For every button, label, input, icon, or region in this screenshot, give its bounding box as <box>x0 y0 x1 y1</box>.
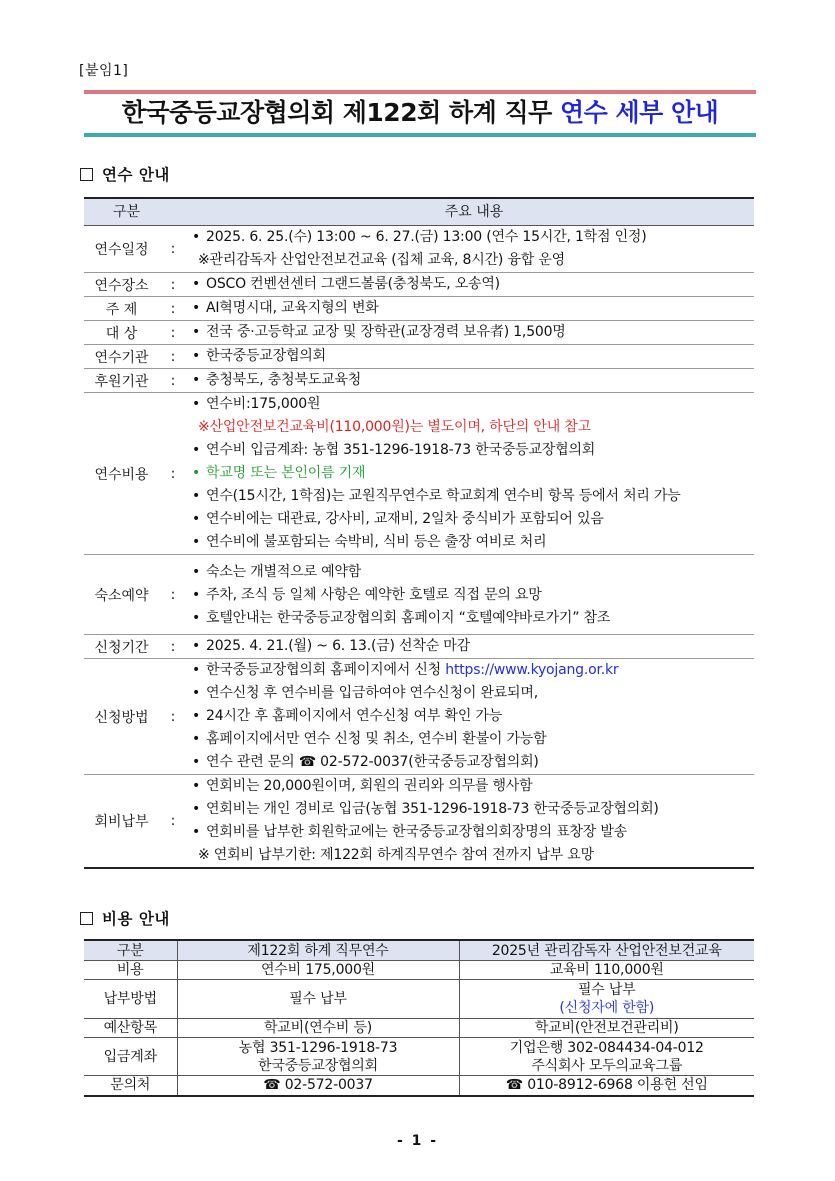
bullet-icon: • <box>192 708 201 724</box>
line-text: 연회비는 개인 경비로 입금(농협 351-1296-1918-73 한국중등교장협의회) <box>206 801 659 817</box>
content-line <box>192 439 754 462</box>
header-content: 주요 내용 <box>444 204 504 220</box>
row-content <box>192 321 754 344</box>
row-colon: : <box>170 300 176 317</box>
bullet-icon: • <box>192 754 201 770</box>
row-content <box>192 226 754 272</box>
content-line <box>192 607 754 630</box>
bullet-icon: • <box>192 564 201 580</box>
bullet-icon: • <box>192 610 201 626</box>
cell-value: 학교비(연수비 등) <box>177 1019 459 1038</box>
content-line <box>192 369 754 392</box>
content-line <box>192 508 754 531</box>
row-colon: : <box>170 708 176 725</box>
row-label: 연수일정 <box>94 242 149 258</box>
bullet-icon: • <box>192 638 201 654</box>
row-label: 대 상 <box>105 325 138 342</box>
content-line <box>192 462 754 485</box>
table-header <box>84 199 754 226</box>
line-text: 한국중등교장협의회 홈페이지에서 신청 <box>206 662 446 678</box>
bullet-icon: • <box>192 731 201 747</box>
cell-value: 연수비 175,000원 <box>177 961 459 980</box>
content-line <box>192 751 754 774</box>
homepage-link[interactable]: https://www.kyojang.or.kr <box>445 662 619 678</box>
table-row <box>84 321 754 345</box>
row-content <box>192 775 754 867</box>
table-row <box>84 226 754 273</box>
title-accent: 연수 세부 안내 <box>559 98 719 127</box>
table-row-fee <box>84 961 754 980</box>
content-line <box>192 321 754 344</box>
content-line <box>192 416 754 439</box>
table-row-budget <box>84 1019 754 1038</box>
row-colon: : <box>170 276 176 293</box>
bullet-icon: • <box>192 300 201 316</box>
line-text: 전국 중·고등학교 교장 및 장학관(교장경력 보유者) 1,500명 <box>206 324 566 340</box>
row-label: 회비납부 <box>94 814 149 830</box>
header-safety-education: 2025년 관리감독자 산업안전보건교육 <box>459 940 754 961</box>
bullet-icon: • <box>192 488 201 504</box>
content-line <box>192 659 754 682</box>
content-line <box>192 297 754 320</box>
line-text: 연회비는 20,000원이며, 회원의 권리와 의무를 행사함 <box>206 778 533 794</box>
row-label: 납부방법 <box>84 980 177 1019</box>
table-row <box>84 555 754 635</box>
table-row <box>84 345 754 369</box>
row-content <box>192 345 754 368</box>
line-text: 호텔안내는 한국중등교장협의회 홈페이지 “호텔예약바로가기” 참조 <box>206 610 611 626</box>
line-text: 연수비:175,000원 <box>206 396 321 412</box>
row-label: 연수비용 <box>94 466 149 483</box>
cell-value: 학교비(안전보건관리비) <box>459 1019 754 1038</box>
section-heading-cost: 비용 안내 <box>80 907 170 929</box>
content-line <box>192 584 754 607</box>
line-text: 홈페이지에서만 연수 신청 및 취소, 연수비 환불이 가능함 <box>206 731 547 747</box>
row-label: 입금계좌 <box>84 1038 177 1076</box>
content-line <box>192 393 754 416</box>
title-main: 한국중등교장협의회 제122회 하계 직무 <box>121 98 560 127</box>
content-line <box>192 682 754 705</box>
bullet-icon: • <box>192 396 201 412</box>
training-info-table <box>84 197 754 869</box>
row-label: 비용 <box>84 961 177 980</box>
cell-value: 필수 납부 (신청자에 한함) <box>459 980 754 1019</box>
content-line <box>192 728 754 751</box>
bullet-icon: • <box>192 685 201 701</box>
content-line <box>192 485 754 508</box>
attachment-label: [붙임1] <box>79 63 129 79</box>
row-content <box>192 393 754 554</box>
line-text: 2025. 4. 21.(월) ~ 6. 13.(금) 선착순 마감 <box>206 638 470 654</box>
content-line <box>192 844 754 867</box>
content-line <box>192 775 754 798</box>
line-text: 숙소는 개별적으로 예약함 <box>206 564 362 580</box>
content-line <box>192 273 754 296</box>
line-text: 주차, 조식 등 일체 사항은 예약한 호텔로 직접 문의 요망 <box>206 587 542 603</box>
content-line <box>192 249 754 272</box>
row-label: 예산항목 <box>84 1019 177 1038</box>
table-row <box>84 635 754 659</box>
line-text: ※관리감독자 산업안전보건교육 (집체 교육, 8시간) 융합 운영 <box>198 252 565 268</box>
line-text: 연수비 입금계좌: 농협 351-1296-1918-73 한국중등교장협의회 <box>206 442 596 458</box>
header-summer-training: 제122회 하계 직무연수 <box>177 940 459 961</box>
row-label: 주 제 <box>105 301 138 318</box>
applicant-only-note: (신청자에 한함) <box>559 1000 655 1016</box>
row-colon: : <box>170 638 176 655</box>
line-text: 연수비에 불포함되는 숙박비, 식비 등은 출장 여비로 처리 <box>206 534 547 550</box>
row-content <box>192 369 754 392</box>
cost-table <box>84 939 754 1097</box>
row-colon: : <box>170 241 176 257</box>
content-line <box>192 345 754 368</box>
content-line <box>192 635 754 658</box>
line-text: 연수(15시간, 1학점)는 교원직무연수로 학교회계 연수비 항목 등에서 처리 가능 <box>206 488 681 504</box>
checkbox-square-icon <box>80 168 93 181</box>
header-category: 구분 <box>84 940 177 961</box>
bullet-icon: • <box>192 442 201 458</box>
bullet-icon: • <box>192 372 201 388</box>
cell-value: ☎ 010-8912-6968 이용헌 선임 <box>459 1076 754 1096</box>
content-line <box>192 705 754 728</box>
table-row <box>84 273 754 297</box>
row-label: 신청기간 <box>94 639 149 656</box>
cell-value: 교육비 110,000원 <box>459 961 754 980</box>
table-header-row <box>84 940 754 961</box>
cell-value: 기업은행 302-084434-04-012 주식회사 모두의교육그룹 <box>459 1038 754 1076</box>
row-colon: : <box>170 324 176 341</box>
row-label: 연수장소 <box>94 277 149 294</box>
row-content <box>192 659 754 774</box>
table-body <box>84 226 754 867</box>
row-colon: : <box>170 813 176 829</box>
bullet-icon: • <box>192 801 201 817</box>
bullet-icon: • <box>192 348 201 364</box>
row-colon: : <box>170 348 176 365</box>
line-text: 연수비에는 대관료, 강사비, 교재비, 2일차 중식비가 포함되어 있음 <box>206 511 604 527</box>
row-content <box>192 273 754 296</box>
table-row <box>84 393 754 555</box>
row-colon: : <box>170 586 176 603</box>
line-text: OSCO 컨벤션센터 그랜드볼룸(충청북도, 오송역) <box>206 276 500 292</box>
table-row-contact <box>84 1076 754 1096</box>
row-label: 후원기관 <box>94 373 149 390</box>
bullet-icon: • <box>192 824 201 840</box>
line-text: 연회비를 납부한 회원학교에는 한국중등교장협의회장명의 표창장 발송 <box>206 824 627 840</box>
page-title <box>84 94 756 132</box>
content-line <box>192 561 754 584</box>
bullet-icon: • <box>192 778 201 794</box>
table-row-account <box>84 1038 754 1076</box>
table-row-payment <box>84 980 754 1019</box>
section-heading-training: 연수 안내 <box>80 163 170 185</box>
line-text: 학교명 또는 본인이름 기재 <box>206 465 366 481</box>
line-text: 연수신청 후 연수비를 입금하여야 연수신청이 완료되며, <box>206 685 538 701</box>
row-label: 문의처 <box>84 1076 177 1096</box>
bullet-icon: • <box>192 662 201 678</box>
title-bottom-rule <box>84 133 756 137</box>
cell-value: ☎ 02-572-0037 <box>177 1076 459 1096</box>
content-line <box>192 531 754 554</box>
line-text: 연수 관련 문의 ☎ 02-572-0037(한국중등교장협의회) <box>206 754 539 770</box>
line-text: ※산업안전보건교육비(110,000원)는 별도이며, 하단의 안내 참고 <box>198 419 591 435</box>
table-row <box>84 297 754 321</box>
bullet-icon: • <box>192 229 201 245</box>
bullet-icon: • <box>192 587 201 603</box>
table-row <box>84 659 754 775</box>
table-row <box>84 369 754 393</box>
row-colon: : <box>170 465 176 482</box>
row-label: 숙소예약 <box>94 587 149 604</box>
page-number: - 1 - <box>396 1133 439 1149</box>
bullet-icon: • <box>192 511 201 527</box>
bullet-icon: • <box>192 465 201 481</box>
content-line <box>192 821 754 844</box>
line-text: 2025. 6. 25.(수) 13:00 ~ 6. 27.(금) 13:00 (연수 15시간, 1학점 인정) <box>206 229 647 245</box>
line-text: 24시간 후 홈페이지에서 연수신청 여부 확인 가능 <box>206 708 503 724</box>
bullet-icon: • <box>192 534 201 550</box>
table-row <box>84 775 754 867</box>
row-colon: : <box>170 372 176 389</box>
row-label: 연수기관 <box>94 349 149 366</box>
row-content <box>192 635 754 658</box>
checkbox-square-icon <box>80 912 93 925</box>
bullet-icon: • <box>192 324 201 340</box>
line-text: ※ 연회비 납부기한: 제122회 하계직무연수 참여 전까지 납부 요망 <box>198 847 594 863</box>
header-category: 구분 <box>112 204 141 220</box>
row-content <box>192 555 754 634</box>
line-text: AI혁명시대, 교육지형의 변화 <box>206 300 379 316</box>
content-line <box>192 798 754 821</box>
line-text: 충청북도, 충청북도교육청 <box>206 372 362 388</box>
content-line <box>192 226 754 249</box>
cell-value: 농협 351-1296-1918-73 한국중등교장협의회 <box>177 1038 459 1076</box>
bullet-icon: • <box>192 276 201 292</box>
row-content <box>192 297 754 320</box>
row-label: 신청방법 <box>94 709 149 726</box>
line-text: 한국중등교장협의회 <box>206 348 326 364</box>
cell-value: 필수 납부 <box>177 980 459 1019</box>
